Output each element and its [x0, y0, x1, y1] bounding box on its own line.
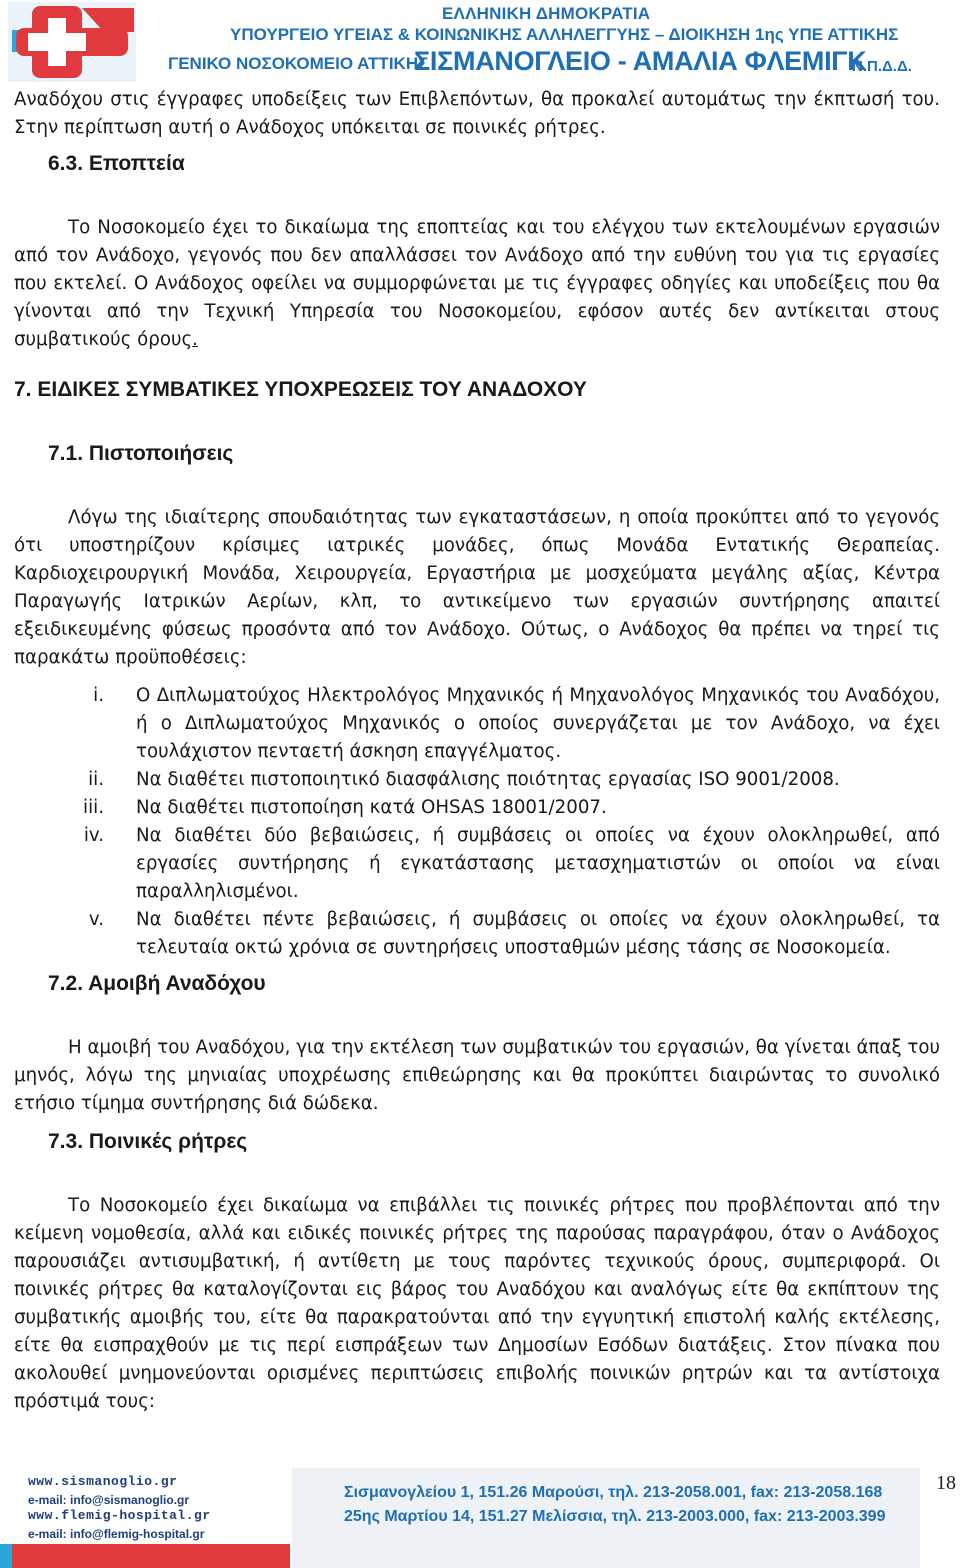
- header-hospital-name: ΣΙΣΜΑΝΟΓΛΕΙΟ - ΑΜΑΛΙΑ ΦΛΕΜΙΓΚ: [414, 46, 867, 76]
- list-number: i.: [93, 685, 104, 706]
- footer-address-1: Σισμανογλείου 1, 151.26 Μαρούσι, τηλ. 213-2058.001, fax: 213-2058.168: [344, 1484, 883, 1501]
- heading-7-2: 7.2. Αμοιβή Αναδόχου: [48, 972, 266, 995]
- heading-7-3: 7.3. Ποινικές ρήτρες: [48, 1130, 248, 1153]
- header-legal-form: Ν.Π.Δ.Δ.: [852, 58, 912, 75]
- list-text: Να διαθέτει πιστοποιητικό διασφάλισης ποιότητας εργασίας ISO 9001/2008.: [136, 769, 840, 790]
- list-text: Να διαθέτει πιστοποίηση κατά OHSAS 18001/2007.: [136, 797, 607, 818]
- paragraph-intro: Αναδόχου στις έγγραφες υποδείξεις των Επιβλεπόντων, θα προκαλεί αυτομάτως την έκπτωσή του. Στην περίπτωση αυτή ο Ανάδοχος υπόκειται σε ποινικές ρήτρες.: [14, 89, 940, 138]
- list-text: Ο Διπλωματούχος Ηλεκτρολόγος Μηχανικός ή Μηχανολόγος Μηχανικός του Αναδόχου, ή ο Διπλωματούχος Μηχανικός ο οποίος συνεργάζεται με τον Ανάδοχο, να έχει τουλάχιστον πενταετή άσκηση επαγγέλματος.: [136, 685, 940, 762]
- list-item: [14, 794, 940, 822]
- certification-list: [14, 682, 940, 962]
- header-hospital-prefix: ΓΕΝΙΚΟ ΝΟΣΟΚΟΜΕΙΟ ΑΤΤΙΚΗΣ: [168, 54, 429, 73]
- list-item: [14, 906, 940, 962]
- list-number: iv.: [83, 825, 104, 846]
- paragraph-7-3: Το Νοσοκομείο έχει δικαίωμα να επιβάλλει τις ποινικές ρήτρες που προβλέπονται από την κείμενη νομοθεσία, αλλά και ειδικές ποινικές ρήτρες της παρούσας παραγράφου, όταν ο Ανάδοχος παρουσιάζει αντισυμβατική, ή αντίθετη με τους παρόντες τεχνικούς όρους, συμπεριφορά. Οι ποινικές ρήτρες θα καταλογίζονται εις βάρος του Αναδόχου και αναλόγως είτε θα εκπίπτουν της συμβατικής αμοιβής του, είτε θα παρακρατούνται από την εγγυητική επιστολή καλής εκτέλεσης, είτε θα εισπραχθούν με τις περί εισπράξεων των Δημοσίων Εσόδων διατάξεις. Στον πίνακα που ακολουθεί μνημονεύονται ορισμένες περιπτώσεις επιβολής ποινικών ρητρών και τα αντίστοιχα πρόστιμά τους:: [14, 1195, 940, 1412]
- list-text: Να διαθέτει πέντε βεβαιώσεις, ή συμβάσεις οι οποίες να έχουν ολοκληρωθεί, τα τελευταία οκτώ χρόνια σε συντηρήσεις υποσταθμών μέσης τάσης σε Νοσοκομεία.: [136, 909, 940, 958]
- page-number: 18: [936, 1472, 956, 1494]
- paragraph-6-3-text: Το Νοσοκομείο έχει το δικαίωμα της εποπτείας και του ελέγχου των εκτελουμένων εργασιών από τον Ανάδοχο, γεγονός που δεν απαλλάσσει τον Ανάδοχο από την ευθύνη του για τις εργασίες που εκτελεί. Ο Ανάδοχος οφείλει να συμμορφώνεται με τις έγγραφες οδηγίες και υποδείξεις που θα γίνονται από την Τεχνική Υπηρεσία του Νοσοκομείου, εφόσον αυτές δεν αντίκειται στους συμβατικούς όρους: [14, 217, 940, 350]
- footer-website-1[interactable]: www.sismanoglio.gr: [28, 1474, 178, 1489]
- heading-6-3: 6.3. Εποπτεία: [48, 152, 185, 175]
- header-line-2: ΥΠΟΥΡΓΕΙΟ ΥΓΕΙΑΣ & ΚΟΙΝΩΝΙΚΗΣ ΑΛΛΗΛΕΓΓΥΗΣ – ΔΙΟΙΚΗΣΗ 1ης ΥΠΕ ΑΤΤΙΚΗΣ: [230, 25, 899, 44]
- paragraph-7-2: Η αμοιβή του Αναδόχου, για την εκτέλεση των συμβατικών του εργασιών, θα γίνεται άπαξ του μηνός, λόγω της μηνιαίας υποχρέωσης επιθεώρησης και θα προκύπτει διαιρώντας το συνολικό ετήσιο τίμημα συντήρησης διά δώδεκα.: [14, 1037, 940, 1114]
- heading-7: 7. ΕΙΔΙΚΕΣ ΣΥΜΒΑΤΙΚΕΣ ΥΠΟΧΡΕΩΣΕΙΣ ΤΟΥ ΑΝΑΔΟΧΟΥ: [14, 378, 587, 401]
- paragraph-7-1: Λόγω της ιδιαίτερης σπουδαιότητας των εγκαταστάσεων, η οποία προκύπτει από το γεγονός ότι υποστηρίζουν κρίσιμες ιατρικές μονάδες, όπως Μονάδα Εντατικής Θεραπείας. Καρδιοχειρουργική Μονάδα, Χειρουργεία, Εργαστήρια με μοσχεύματα μεγάλης αξίας, Κέντρα Παραγωγής Ιατρικών Αερίων, κλπ, το αντικείμενο των εργασιών συντήρησης απαιτεί εξειδικευμένης φύσεως προσόντα από τον Ανάδοχο. Ούτως, ο Ανάδοχος θα πρέπει να τηρεί τις παρακάτω προϋποθέσεις:: [14, 507, 940, 668]
- list-number: v.: [88, 909, 104, 930]
- footer-email-1[interactable]: e-mail: info@sismanoglio.gr: [28, 1493, 190, 1507]
- list-number: ii.: [88, 769, 104, 790]
- footer-color-band-icon: [0, 1544, 290, 1568]
- paragraph-6-3-end: .: [192, 329, 198, 350]
- heading-7-1: 7.1. Πιστοποιήσεις: [48, 442, 234, 465]
- footer-contacts: [0, 1468, 290, 1568]
- list-text: Να διαθέτει δύο βεβαιώσεις, ή συμβάσεις οι οποίες να έχουν ολοκληρωθεί, από εργασίες συντήρησης ή εγκατάστασης μετασχηματιστών οι οποίοι να είναι παραλληλισμένοι.: [136, 825, 940, 902]
- footer-address-2: 25ης Μαρτίου 14, 151.27 Μελίσσια, τηλ. 213-2003.000, fax: 213-2003.399: [344, 1508, 886, 1525]
- header-line-1: ΕΛΛΗΝΙΚΗ ΔΗΜΟΚΡΑΤΙΑ: [442, 4, 651, 23]
- page-header: [0, 0, 960, 84]
- list-item: [14, 766, 940, 794]
- hospital-cross-logo-icon: [8, 2, 136, 82]
- list-item: [14, 822, 940, 906]
- list-number: iii.: [83, 797, 104, 818]
- document-body: [14, 86, 940, 1416]
- paragraph-6-3: [14, 214, 940, 354]
- page-footer: [0, 1468, 960, 1568]
- footer-website-2[interactable]: www.flemig-hospital.gr: [28, 1508, 211, 1523]
- footer-email-2[interactable]: e-mail: info@flemig-hospital.gr: [28, 1527, 205, 1541]
- list-item: [14, 682, 940, 766]
